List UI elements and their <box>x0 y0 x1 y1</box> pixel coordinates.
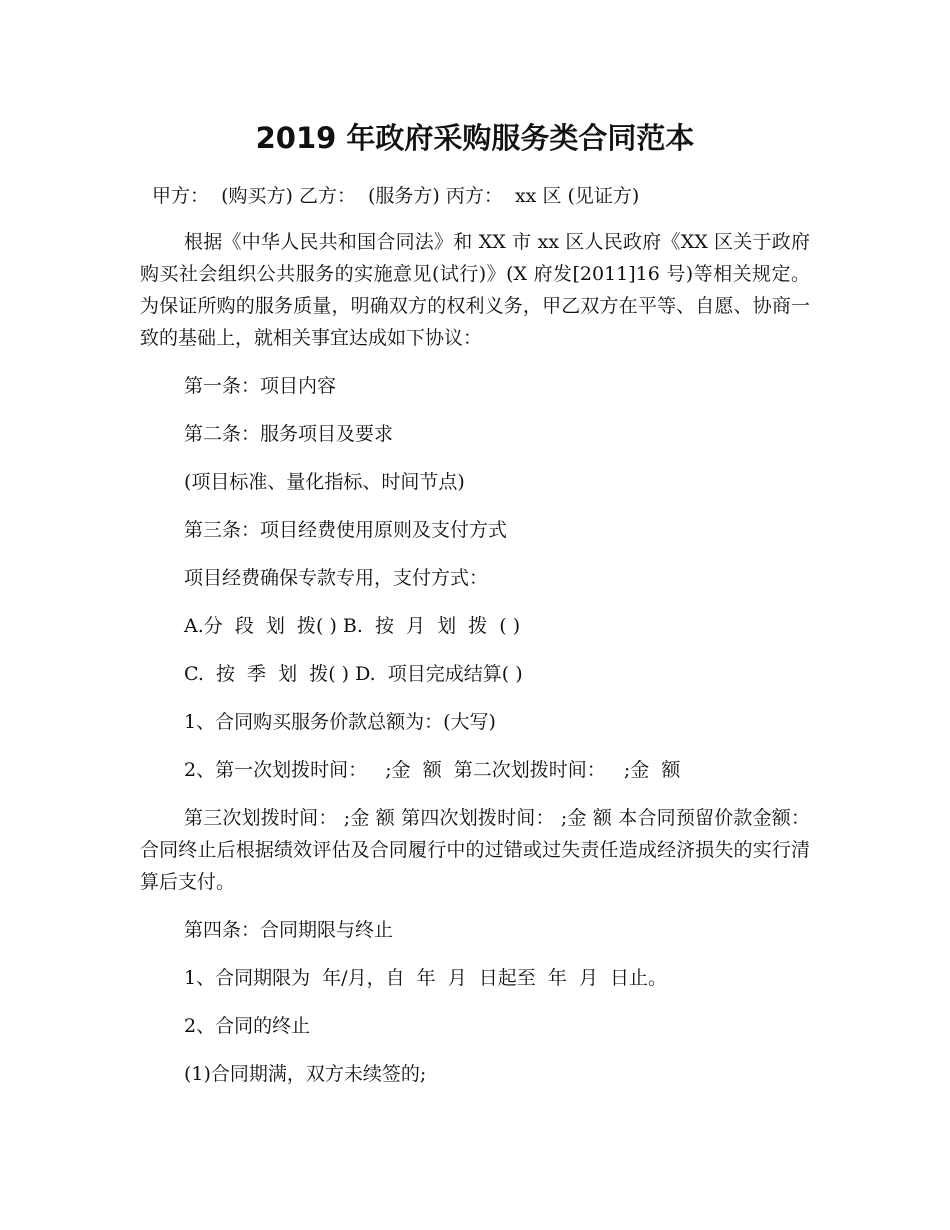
document-body <box>140 180 810 1090</box>
contract-term-item: 1、合同期限为 年/月，自 年 月 日起至 年 月 日止。 <box>184 967 668 989</box>
termination-heading: 2、合同的终止 <box>184 1015 311 1037</box>
payment-option-cd: C. 按 季 划 拨( ) D. 项目完成结算( ) <box>184 663 523 685</box>
total-price-item: 1、合同购买服务价款总额为：(大写) <box>184 711 496 733</box>
payment-option-ab: A.分 段 划 拨( ) B. 按 月 划 拨 ( ) <box>184 615 521 637</box>
allocation-schedule-item: 2、第一次划拨时间： ;金 额 第二次划拨时间： ;金 额 <box>184 759 681 781</box>
allocation-continued-paragraph: 第三次划拨时间： ;金 额 第四次划拨时间： ;金 额 本合同预留价款金额： 合同终止后根据绩效评估及合同履行中的过错或过失责任造成经济损失的实行清算后支付。 <box>140 807 810 893</box>
termination-clause-1: (1)合同期满，双方未续签的; <box>184 1063 427 1085</box>
document-title: 2019 年政府采购服务类合同范本 <box>255 121 695 155</box>
article-1-heading: 第一条：项目内容 <box>184 375 337 397</box>
article-3-heading: 第三条：项目经费使用原则及支付方式 <box>184 519 508 541</box>
intro-paragraph: 根据《中华人民共和国合同法》和 XX 市 xx 区人民政府《XX 区关于政府购买社会组织公共服务的实施意见(试行)》(X 府发[2011]16 号)等相关规定。为保证所购的服务质量，明确双方的权利义务，甲乙双方在平等、自愿、协商一致的基础上，就相关事宜达成如下协议： <box>140 231 810 349</box>
fund-usage-note: 项目经费确保专款专用，支付方式： <box>184 567 489 589</box>
article-2-note: (项目标准、量化指标、时间节点) <box>184 471 465 493</box>
article-2-heading: 第二条：服务项目及要求 <box>184 423 394 445</box>
contract-parties: 甲方： (购买方) 乙方： (服务方) 丙方： xx 区 (见证方) <box>152 185 640 207</box>
article-4-heading: 第四条：合同期限与终止 <box>184 919 394 941</box>
